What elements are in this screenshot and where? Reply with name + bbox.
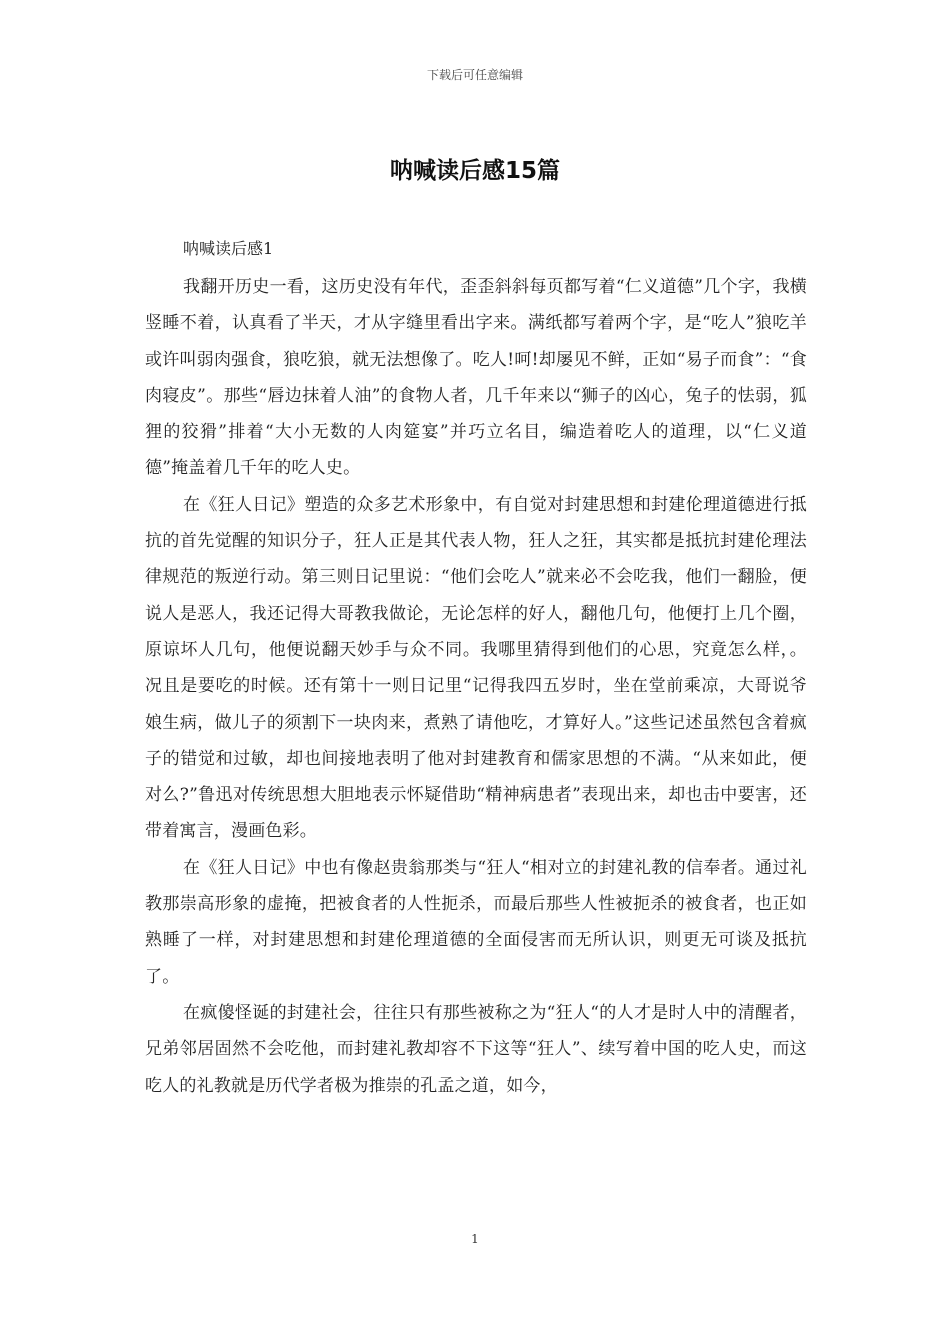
document-body <box>145 233 807 1104</box>
body-paragraph-4: 在疯傻怪诞的封建社会，往往只有那些被称之为“狂人“的人才是时人中的清醒者，兄弟邻居固然不会吃他，而封建礼教却容不下这等“狂人”、续写着中国的吃人史，而这吃人的礼教就是历代学者极为推崇的孔孟之道，如今， <box>145 1002 807 1096</box>
page-number: 1 <box>471 1232 479 1246</box>
page-header-note: 下载后可任意编辑 <box>426 68 523 82</box>
body-paragraph-1: 我翻开历史一看，这历史没有年代，歪歪斜斜每页都写着“仁义道德”几个字，我横竖睡不着，认真看了半天，才从字缝里看出字来。满纸都写着两个字，是“吃人”狼吃羊或许叫弱肉强食，狼吃狼，就无法想像了。吃人!呵!却屡见不鲜，正如“易子而食”：“食肉寝皮”。那些“唇边抹着人油”的食物人者，几千年来以“狮子的凶心，兔子的怯弱，狐狸的狡猾”排着“大小无数的人肉筵宴”并巧立名目，编造着吃人的道理，以“仁义道德”掩盖着几千年的吃人史。 <box>145 277 807 479</box>
section-heading: 呐喊读后感1 <box>183 239 274 258</box>
body-paragraph-3: 在《狂人日记》中也有像赵贵翁那类与“狂人“相对立的封建礼教的信奉者。通过礼教那崇高形象的虚掩，把被食者的人性扼杀，而最后那些人性被扼杀的被食者，也正如熟睡了一样，对封建思想和封建伦理道德的全面侵害而无所认识，则更无可谈及抵抗了。 <box>145 857 807 987</box>
document-title: 呐喊读后感15篇 <box>389 158 560 184</box>
body-paragraph-2: 在《狂人日记》塑造的众多艺术形象中，有自觉对封建思想和封建伦理道德进行抵抗的首先觉醒的知识分子，狂人正是其代表人物，狂人之狂，其实都是抵抗封建伦理法律规范的叛逆行动。第三则日记里说：“他们会吃人”就来必不会吃我，他们一翻脸，便说人是恶人，我还记得大哥教我做论，无论怎样的好人，翻他几句，他便打上几个圈，原谅坏人几句，他便说翻天妙手与众不同。我哪里猜得到他们的心思，究竟怎么样，。况且是要吃的时候。还有第十一则日记里“记得我四五岁时，坐在堂前乘凉，大哥说爷娘生病，做儿子的须割下一块肉来，煮熟了请他吃，才算好人。”这些记述虽然包含着疯子的错觉和过敏，却也间接地表明了他对封建教育和儒家思想的不满。“从来如此，便对么?”鲁迅对传统思想大胆地表示怀疑借助“精神病患者”表现出来，却也击中要害，还带着寓言，漫画色彩。 <box>145 494 807 842</box>
